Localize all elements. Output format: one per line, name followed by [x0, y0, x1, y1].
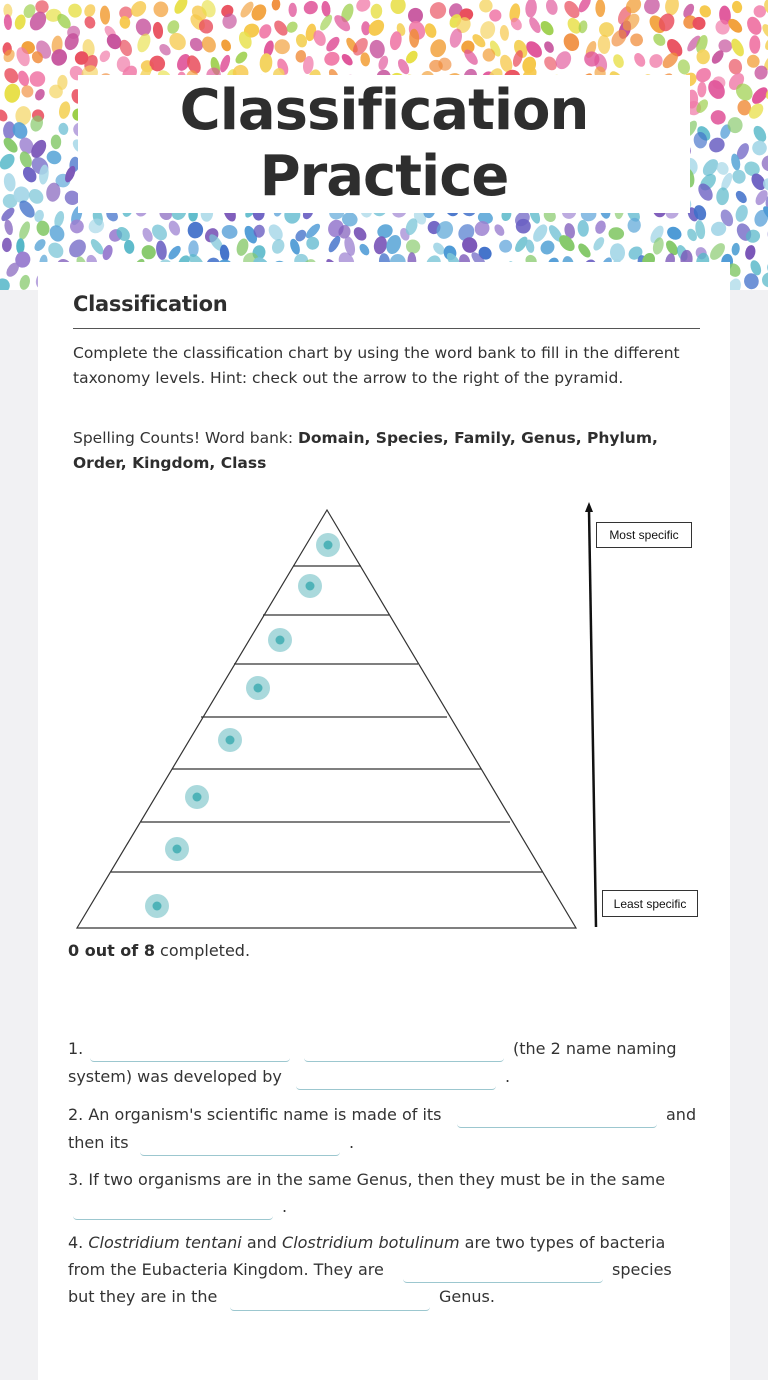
q4-blank-1[interactable]: [403, 1259, 603, 1283]
confetti-dot: [351, 225, 369, 243]
confetti-dot: [257, 22, 274, 40]
confetti-dot: [3, 82, 22, 104]
confetti-dot: [18, 274, 31, 290]
q4-and: and: [241, 1233, 283, 1252]
confetti-dot: [51, 135, 62, 150]
confetti-dot: [576, 241, 593, 259]
confetti-dot: [3, 172, 17, 192]
hotspot-level-7[interactable]: [165, 837, 189, 861]
confetti-dot: [2, 238, 12, 253]
word-bank-prefix: Spelling Counts! Word bank:: [73, 429, 299, 447]
word-bank: [73, 426, 698, 476]
confetti-dot: [591, 235, 606, 252]
confetti-dot: [324, 35, 342, 54]
confetti-dot: [45, 240, 66, 262]
completion-suffix: completed.: [154, 941, 251, 960]
q1-text-1: (the 2 name naming: [513, 1039, 677, 1058]
confetti-dot: [270, 237, 287, 255]
confetti-dot: [538, 19, 556, 38]
confetti-dot: [32, 237, 47, 253]
confetti-dot: [172, 0, 190, 16]
confetti-dot: [553, 49, 575, 72]
q1-blank-1[interactable]: [90, 1038, 290, 1062]
q4-text-3: species: [612, 1260, 672, 1279]
section-divider: [73, 328, 700, 329]
confetti-dot: [731, 242, 741, 256]
q1-text-2: system) was developed by: [68, 1067, 282, 1086]
confetti-dot: [427, 0, 449, 22]
confetti-dot: [595, 0, 605, 17]
confetti-dot: [760, 22, 768, 40]
confetti-dot: [271, 0, 280, 11]
confetti-dot: [83, 15, 97, 30]
confetti-dot: [608, 227, 624, 240]
confetti-dot: [734, 203, 750, 223]
confetti-dot: [167, 219, 183, 237]
instructions-text: Complete the classification chart by using the word bank to fill in the different taxonomy levels. Hint: check out the arrow to the right of the pyramid.: [73, 344, 680, 387]
confetti-dot: [527, 15, 543, 34]
confetti-dot: [47, 223, 67, 244]
confetti-dot: [35, 219, 51, 237]
q4-text-5: Genus.: [439, 1287, 495, 1306]
confetti-dot: [544, 0, 559, 16]
confetti-dot: [17, 220, 32, 241]
q1-number: 1.: [68, 1039, 84, 1058]
confetti-dot: [321, 0, 332, 17]
confetti-dot: [49, 47, 70, 69]
confetti-dot: [524, 0, 537, 18]
confetti-dot: [665, 224, 684, 242]
section-title: Classification: [73, 292, 228, 316]
q1-blank-3[interactable]: [296, 1066, 496, 1090]
q3-period: .: [282, 1197, 288, 1216]
confetti-dot: [322, 50, 341, 68]
q2-text-1: 2. An organism's scientific name is made of its: [68, 1105, 442, 1124]
confetti-dot: [611, 53, 626, 70]
confetti-dot: [593, 219, 607, 235]
confetti-dot: [647, 52, 665, 70]
q4-number: 4.: [68, 1233, 89, 1252]
confetti-dot: [538, 238, 558, 258]
completion-count: 0 out of 8: [68, 941, 155, 960]
confetti-dot: [233, 49, 249, 65]
confetti-dot: [340, 52, 355, 67]
hotspot-level-2[interactable]: [298, 574, 322, 598]
confetti-dot: [68, 217, 87, 236]
confetti-dot: [577, 220, 589, 238]
confetti-dot: [492, 223, 506, 238]
q4-blank-2[interactable]: [230, 1287, 430, 1311]
hotspot-level-6[interactable]: [185, 785, 209, 809]
q4-species-1: Clostridium tentani: [88, 1233, 242, 1252]
confetti-dot: [763, 36, 768, 52]
hotspot-level-5[interactable]: [218, 728, 242, 752]
confetti-dot: [561, 31, 582, 53]
confetti-dot: [259, 53, 273, 73]
most-specific-label: Most specific: [596, 522, 692, 548]
confetti-dot: [428, 37, 449, 60]
confetti-dot: [199, 34, 218, 54]
title-line-2: Practice: [259, 144, 509, 209]
confetti-dot: [697, 82, 707, 98]
word-bank-words: Domain, Species, Family, Genus, Phylum, Order, Kingdom, Class: [73, 429, 658, 472]
confetti-dot: [632, 51, 648, 68]
q3-text-1: 3. If two organisms are in the same Genus, then they must be in the same: [68, 1170, 666, 1189]
confetti-dot: [627, 217, 642, 234]
confetti-dot: [483, 48, 496, 61]
header-banner: [0, 0, 768, 290]
q4-species-2: Clostridium botulinum: [282, 1233, 460, 1252]
confetti-dot: [3, 14, 12, 30]
confetti-dot: [0, 151, 18, 172]
confetti-dot: [370, 3, 383, 19]
confetti-dot: [715, 187, 729, 206]
confetti-dot: [423, 21, 439, 39]
confetti-dot: [0, 108, 10, 124]
confetti-dot: [731, 0, 744, 14]
confetti-dot: [597, 34, 610, 54]
confetti-dot: [101, 244, 115, 262]
confetti-dot: [274, 39, 290, 54]
confetti-dot: [641, 0, 662, 17]
confetti-dot: [391, 0, 406, 14]
confetti-dot: [326, 234, 342, 254]
confetti-dot: [98, 49, 113, 65]
confetti-dot: [727, 58, 743, 76]
confetti-dot: [497, 237, 515, 255]
completion-status: [68, 941, 250, 960]
confetti-dot: [499, 25, 509, 42]
confetti-dot: [152, 21, 164, 39]
q2-blank-2[interactable]: [140, 1132, 340, 1156]
q2-blank-1[interactable]: [457, 1104, 657, 1128]
least-specific-label: Least specific: [602, 890, 698, 917]
q1-blank-2[interactable]: [304, 1038, 504, 1062]
q4-line-1-end: are two types of bacteria: [459, 1233, 666, 1252]
q2-text-3: then its: [68, 1133, 129, 1152]
confetti-dot: [266, 222, 286, 243]
q1-period: .: [505, 1067, 511, 1086]
confetti-dot: [651, 31, 668, 48]
confetti-dot: [219, 38, 233, 53]
confetti-dot: [66, 1, 85, 20]
hotspot-level-1[interactable]: [316, 533, 340, 557]
title-line-1: Classification: [179, 78, 589, 143]
confetti-dot: [0, 275, 13, 290]
hotspot-level-4[interactable]: [246, 676, 270, 700]
q2-text-2: and: [666, 1105, 697, 1124]
hotspot-level-3[interactable]: [268, 628, 292, 652]
confetti-dot: [731, 168, 747, 185]
confetti-dot: [744, 244, 757, 261]
confetti-dot: [100, 5, 111, 24]
confetti-dot: [749, 35, 760, 54]
hotspot-level-8[interactable]: [145, 894, 169, 918]
confetti-dot: [734, 189, 749, 205]
q4-text-4: but they are in the: [68, 1287, 218, 1306]
confetti-dot: [301, 0, 320, 17]
confetti-dot: [3, 219, 14, 236]
confetti-dot: [66, 236, 90, 260]
confetti-dot: [372, 235, 388, 255]
confetti-dot: [710, 109, 727, 125]
confetti-dot: [155, 240, 168, 261]
confetti-dot: [186, 220, 205, 239]
confetti-dot: [744, 14, 764, 37]
confetti-dot: [542, 40, 556, 55]
title-box: [78, 75, 690, 213]
confetti-dot: [19, 83, 35, 99]
confetti-dot: [165, 18, 181, 35]
q4-text-2: from the Eubacteria Kingdom. They are: [68, 1260, 384, 1279]
q2-period: .: [349, 1133, 355, 1152]
confetti-dot: [135, 32, 153, 55]
confetti-dot: [750, 138, 768, 158]
confetti-dot: [123, 239, 135, 254]
confetti-dot: [58, 122, 69, 135]
q3-blank-1[interactable]: [73, 1196, 273, 1220]
confetti-dot: [57, 100, 71, 120]
page-title: [180, 78, 589, 210]
confetti-dot: [82, 2, 97, 18]
confetti-dot: [760, 154, 768, 173]
confetti-dot: [354, 0, 374, 15]
confetti-dot: [86, 216, 107, 237]
confetti-dot: [288, 3, 297, 17]
confetti-dot: [45, 149, 63, 166]
confetti-dot: [357, 242, 371, 257]
q4-line-1: [68, 1229, 665, 1257]
confetti-dot: [16, 69, 31, 88]
confetti-dot: [221, 224, 239, 240]
confetti-dot: [153, 1, 169, 18]
confetti-dot: [628, 31, 646, 49]
confetti-dot: [33, 87, 46, 102]
